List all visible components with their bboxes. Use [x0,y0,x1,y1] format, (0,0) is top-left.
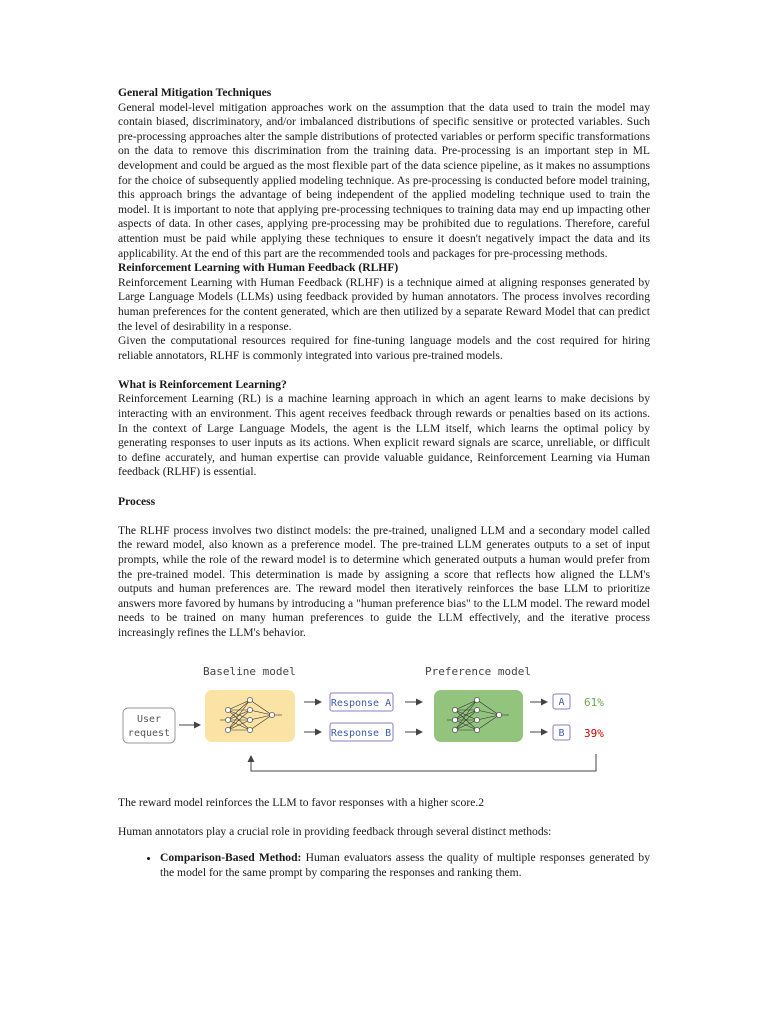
heading-general-mitigation: General Mitigation Techniques [118,86,272,99]
paragraph-annotators-intro: Human annotators play a crucial role in providing feedback through several distinct methods: [118,824,552,838]
feedback-loop-arrow [251,754,596,771]
response-a-label: Response A [330,697,392,709]
paragraph-what-is-rl: Reinforcement Learning (RL) is a machine learning approach in which an agent learns to make decisions by interacting with an environment. This agent receives feedback through rewards or penalties based on its actions. In the context of Large Language Models, the agent is the LLM itself, which learns the optimal policy by generating responses to user inputs as its actions. When explicit reward signals are scarce, unreliable, or difficult to define accurately, and human expertise can provide valuable guidance, Reinforcement Learning via Human feedback (RLHF) is essential. [118,392,650,479]
heading-rlhf: Reinforcement Learning with Human Feedback (RLHF) [118,261,399,275]
method-text: Human evaluators assess the quality of multiple responses generated by the model for the same prompt by comparing the responses and ranking them. [160,851,650,879]
rlhf-diagram [116,658,616,788]
methods-list [118,851,650,880]
score-a-label: A [558,696,565,708]
preference-model-label: Preference model [425,664,531,678]
score-b-value: 39% [584,726,604,740]
figure-caption: The reward model reinforces the LLM to favor responses with a higher score.2 [118,795,485,809]
user-request-line1: User [136,713,162,725]
paragraph-rlhf-2: Given the computational resources required for fine-tuning language models and the cost required for hiring reliable annotators, RLHF is commonly integrated into various pre-trained models. [118,334,650,362]
response-b-label: Response B [330,727,392,739]
paragraph-process: The RLHF process involves two distinct models: the pre-trained, unaligned LLM and a secondary model called the reward model, also known as a preference model. The pre-trained LLM generates outputs to a set of input prompts, while the role of the reward model is to determine which generated outputs a human would prefer from the pre-trained model. This determination is made by assigning a score that reflects how aligned the LLM's outputs and human preferences are. The reward model then iteratively reinforces the base LLM to prioritize answers more favored by humans by introducing a "human preference bias" to the LLM model. The reward model needs to be trained on many human preferences to guide the LLM effectively, and the iterative process increasingly refines the LLM's behavior. [118,523,650,639]
paragraph-rlhf-1: Reinforcement Learning with Human Feedback (RLHF) is a technique aimed at aligning responses generated by Large Language Models (LLMs) using feedback provided by human annotators. The process involves recording human preferences for the content generated, which are then utilized by a separate Reward Model that can predict the level of desirability in a response. [118,275,650,333]
score-a-value: 61% [584,695,604,709]
document-page [118,86,650,881]
heading-process: Process [118,494,156,508]
list-item [160,851,650,880]
heading-what-is-rl: What is Reinforcement Learning? [118,377,287,391]
paragraph-general-mitigation: General model-level mitigation approaches work on the assumption that the data used to train the model may contain biased, discriminatory, and/or imbalanced distributions of specific sensitive or protected variables. Such pre-processing approaches alter the sample distributions of protected variables or perform specific transformations on the data to remove this discrimination from the training data. Pre-processing is an important step in ML development and could be argued as the most flexible part of the data science pipeline, as it makes no assumptions for the choice of subsequently applied modeling technique. As pre-processing is conducted before model training, this approach brings the advantage of being independent of the applied modeling technique used to train the model. It is important to note that applying pre-processing techniques to training data may end up impacting other aspects of data. In other cases, applying pre-processing may be prohibited due to regulations. Therefore, careful attention must be paid while applying these techniques to ensure it doesn't negatively impact the data and its applicability. At the end of this part are the recommended tools and packages for pre-processing methods. [118,100,650,260]
baseline-model-label: Baseline model [203,664,296,678]
method-title: Comparison-Based Method: [160,851,302,865]
score-b-label: B [558,727,565,739]
user-request-line2: request [127,727,171,739]
